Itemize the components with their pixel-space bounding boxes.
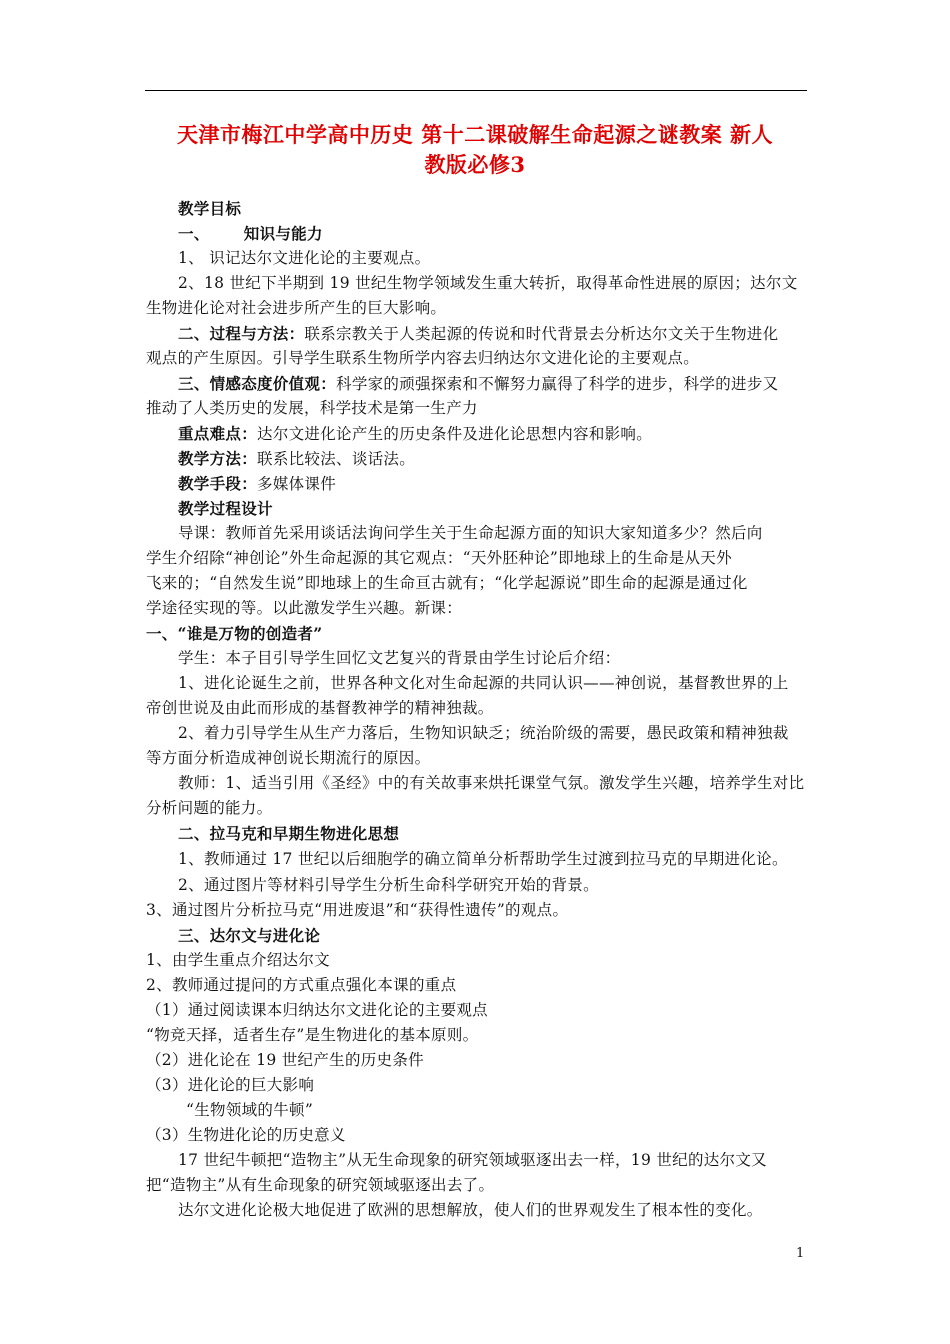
title-line-1: 天津市梅江中学高中历史 第十二课破解生命起源之谜教案 新人 — [176, 122, 774, 147]
section-heading: 三、达尔文与进化论 — [178, 926, 321, 945]
paragraph-line: 帝创世说及由此而形成的基督教神学的精神独裁。 — [146, 699, 494, 717]
paragraph-line: “生物领域的牛顿” — [186, 1101, 314, 1119]
paragraph-line: 学生介绍除“神创论”外生命起源的其它观点：“天外胚种论”即地球上的生命是从天外 — [146, 549, 732, 567]
paragraph-line: （2）进化论在 19 世纪产生的历史条件 — [146, 1051, 424, 1069]
paragraph-line: （3）生物进化论的历史意义 — [146, 1126, 346, 1144]
paragraph-line: （1）通过阅读课本归纳达尔文进化论的主要观点 — [146, 1001, 488, 1019]
paragraph-line: 重点难点：达尔文进化论产生的历史条件及进化论思想内容和影响。 — [178, 424, 653, 443]
paragraph-line: 3、通过图片分析拉马克“用进废退”和“获得性遗传”的观点。 — [146, 901, 569, 919]
paragraph-line: 学途径实现的等。以此激发学生兴趣。新课： — [146, 599, 463, 617]
paragraph-line: 导课：教师首先采用谈话法询问学生关于生命起源方面的知识大家知道多少？然后向 — [178, 524, 763, 542]
paragraph-line: 1、教师通过 17 世纪以后细胞学的确立简单分析帮助学生过渡到拉马克的早期进化论。 — [178, 850, 788, 868]
paragraph-line: 1、进化论诞生之前，世界各种文化对生命起源的共同认识——神创说，基督教世界的上 — [178, 674, 789, 692]
paragraph-line: 三、情感态度价值观：科学家的顽强探索和不懈努力赢得了科学的进步，科学的进步又 — [178, 374, 779, 393]
header-rule — [145, 90, 807, 91]
page-number: 1 — [796, 1246, 805, 1261]
paragraph-line: 推动了人类历史的发展，科学技术是第一生产力 — [146, 399, 478, 417]
paragraph-line: 一、 知识与能力 — [178, 224, 323, 243]
paragraph-line: 生物进化论对社会进步所产生的巨大影响。 — [146, 299, 447, 317]
paragraph-line: 二、过程与方法：联系宗教关于人类起源的传说和时代背景去分析达尔文关于生物进化 — [178, 324, 779, 343]
paragraph-line: “物竞天择，适者生存”是生物进化的基本原则。 — [146, 1026, 479, 1044]
paragraph-line: 分析问题的能力。 — [146, 799, 273, 817]
paragraph-line: 把“造物主”从有生命现象的研究领域驱逐出去了。 — [146, 1176, 495, 1194]
paragraph-line: 飞来的；“自然发生说”即地球上的生命亘古就有；“化学起源说”即生命的起源是通过化 — [146, 574, 748, 592]
paragraph-line: 2、教师通过提问的方式重点强化本课的重点 — [146, 976, 457, 994]
paragraph-line: 1、由学生重点介绍达尔文 — [146, 951, 330, 969]
paragraph-line: 教学过程设计 — [178, 499, 273, 518]
paragraph-line: （3）进化论的巨大影响 — [146, 1076, 315, 1094]
paragraph-line: 观点的产生原因。引导学生联系生物所学内容去归纳达尔文进化论的主要观点。 — [146, 349, 700, 367]
title-line-2: 教版必修3 — [424, 152, 526, 177]
paragraph-line: 教师：1、适当引用《圣经》中的有关故事来烘托课堂气氛。激发学生兴趣，培养学生对比 — [178, 774, 805, 792]
paragraph-line: 等方面分析造成神创说长期流行的原因。 — [146, 749, 431, 767]
paragraph-line: 17 世纪牛顿把“造物主”从无生命现象的研究领域驱逐出去一样，19 世纪的达尔文又 — [178, 1151, 767, 1169]
paragraph-line: 教学方法：联系比较法、谈话法。 — [178, 449, 416, 468]
paragraph-line: 2、着力引导学生从生产力落后，生物知识缺乏；统治阶级的需要，愚民政策和精神独裁 — [178, 724, 789, 742]
paragraph-line: 达尔文进化论极大地促进了欧洲的思想解放，使人们的世界观发生了根本性的变化。 — [178, 1201, 763, 1219]
paragraph-line: 学生：本子目引导学生回忆文艺复兴的背景由学生讨论后介绍： — [178, 649, 621, 667]
paragraph-line: 教学目标 — [178, 199, 242, 218]
paragraph-line: 教学手段：多媒体课件 — [178, 474, 337, 493]
paragraph-line: 2、18 世纪下半期到 19 世纪生物学领域发生重大转折，取得革命性进展的原因；达尔文 — [178, 274, 798, 292]
document-title — [150, 120, 800, 180]
paragraph-line: 1、 识记达尔文进化论的主要观点。 — [178, 249, 431, 267]
section-heading: 一、“谁是万物的创造者” — [146, 624, 323, 643]
paragraph-line: 2、通过图片等材料引导学生分析生命科学研究开始的背景。 — [178, 876, 599, 894]
section-heading: 二、拉马克和早期生物进化思想 — [178, 824, 400, 843]
